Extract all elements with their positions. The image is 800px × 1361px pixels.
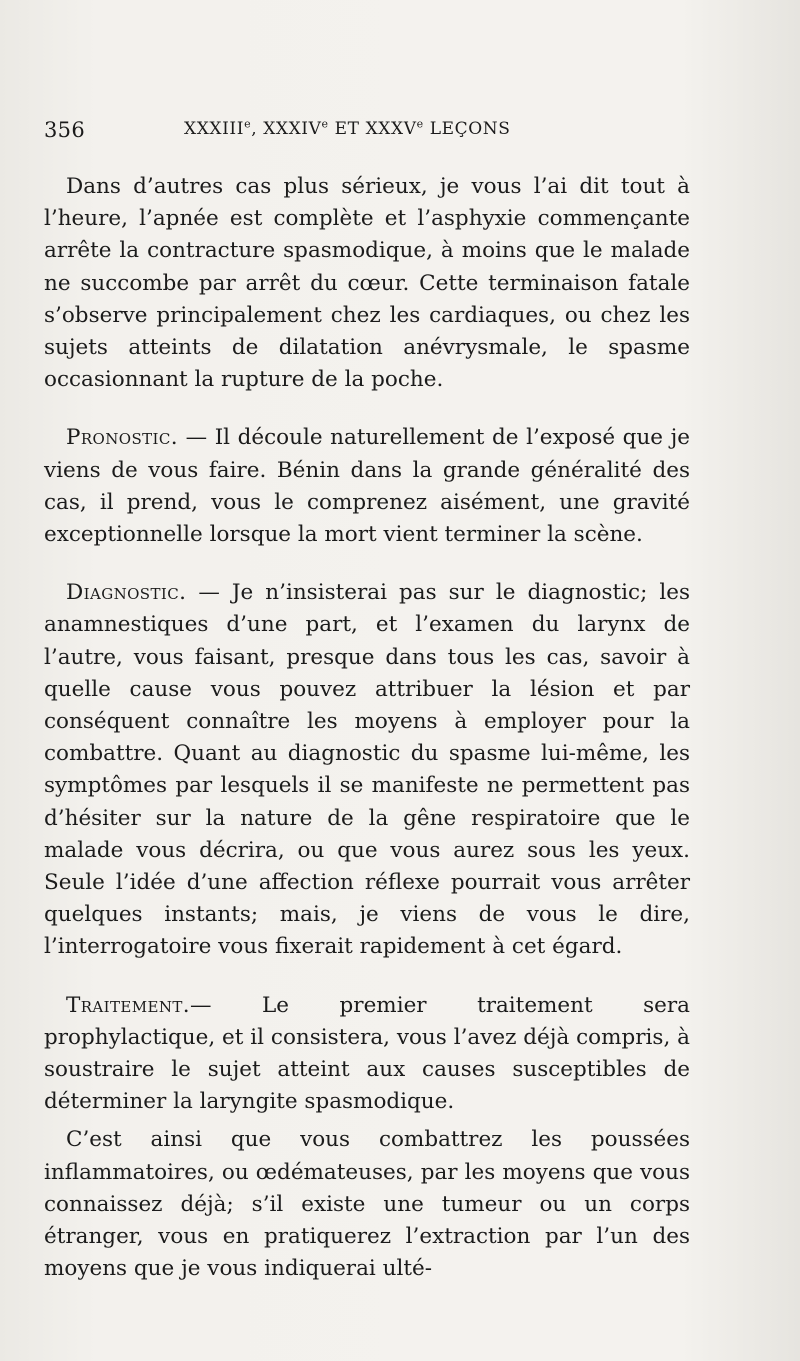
paragraph-text: — Je n’insisterai pas sur le diagnostic; les anamnestiques d’une part, et l’examen du larynx de l’autre, vous faisant, presque dans tous les cas, savoir à quelle cause vous pouvez attribuer la lésion et par conséquent connaître les moyens à employer pour la combattre. Quant au diagnostic du spasme lui-même, les symptômes par lesquels il se manifeste ne permettent pas d’hésiter sur la nature de la gêne respiratoire que le malade vous décrira, ou que vous aurez sous les yeux. Seule l’idée d’une affection réflexe pourrait vous arrêter quelques instants; mais, je viens de vous le dire, l’interrogatoire vous fixerait rapidement à cet égard.	[44, 580, 690, 960]
paragraph-pronostic	[44, 422, 690, 551]
superscript: e	[416, 117, 424, 131]
superscript: e	[321, 117, 329, 131]
paragraph-text: Dans d’autres cas plus sérieux, je vous l’ai dit tout à l’heure, l’apnée est complète et l’asphyxie commençante arrête la contracture spasmodique, à moins que le malade ne succombe par arrêt du cœur. Cette terminaison fatale s’observe principalement chez les cardiaques, ou chez les sujets atteints de dilatation anévrysmale, le spasme occasionnant la rupture de la poche.	[44, 174, 690, 393]
title-part: XXXIII	[184, 119, 245, 139]
section-heading-diagnostic: Diagnostic.	[66, 580, 187, 606]
section-heading-pronostic: Pronostic.	[66, 425, 178, 451]
page-number: 356	[44, 118, 85, 142]
body-text	[44, 171, 690, 1286]
running-title	[184, 119, 510, 139]
paragraph-text: C’est ainsi que vous combattrez les poussées inflammatoires, ou œdémateuses, par les moyens que vous connaissez déjà; s’il existe une tumeur ou un corps étranger, vous en pratiquerez l’extraction par l’un des moyens que je vous indiquerai ulté-	[44, 1127, 690, 1282]
paragraph-text: — Le premier traitement sera prophylactique, et il consistera, vous l’avez déjà compris, à soustraire le sujet atteint aux causes susceptibles de déterminer la laryngite spasmodique.	[44, 992, 690, 1115]
running-header	[44, 118, 584, 146]
paragraph-combattrez	[44, 1124, 690, 1285]
title-part: ET XXXV	[328, 119, 417, 139]
paragraph-apnee	[44, 171, 690, 396]
paragraph-diagnostic	[44, 577, 690, 963]
title-part: , XXXIV	[251, 119, 322, 139]
superscript: e	[244, 117, 252, 131]
paragraph-traitement	[44, 990, 690, 1119]
title-part: LEÇONS	[423, 119, 511, 139]
paragraph-text: — Il découle naturellement de l’exposé que je viens de vous faire. Bénin dans la grande généralité des cas, il prend, vous le comprenez aisément, une gravité exceptionnelle lorsque la mort vient terminer la scène.	[44, 425, 690, 548]
section-heading-traitement: Traitement.	[66, 992, 191, 1018]
